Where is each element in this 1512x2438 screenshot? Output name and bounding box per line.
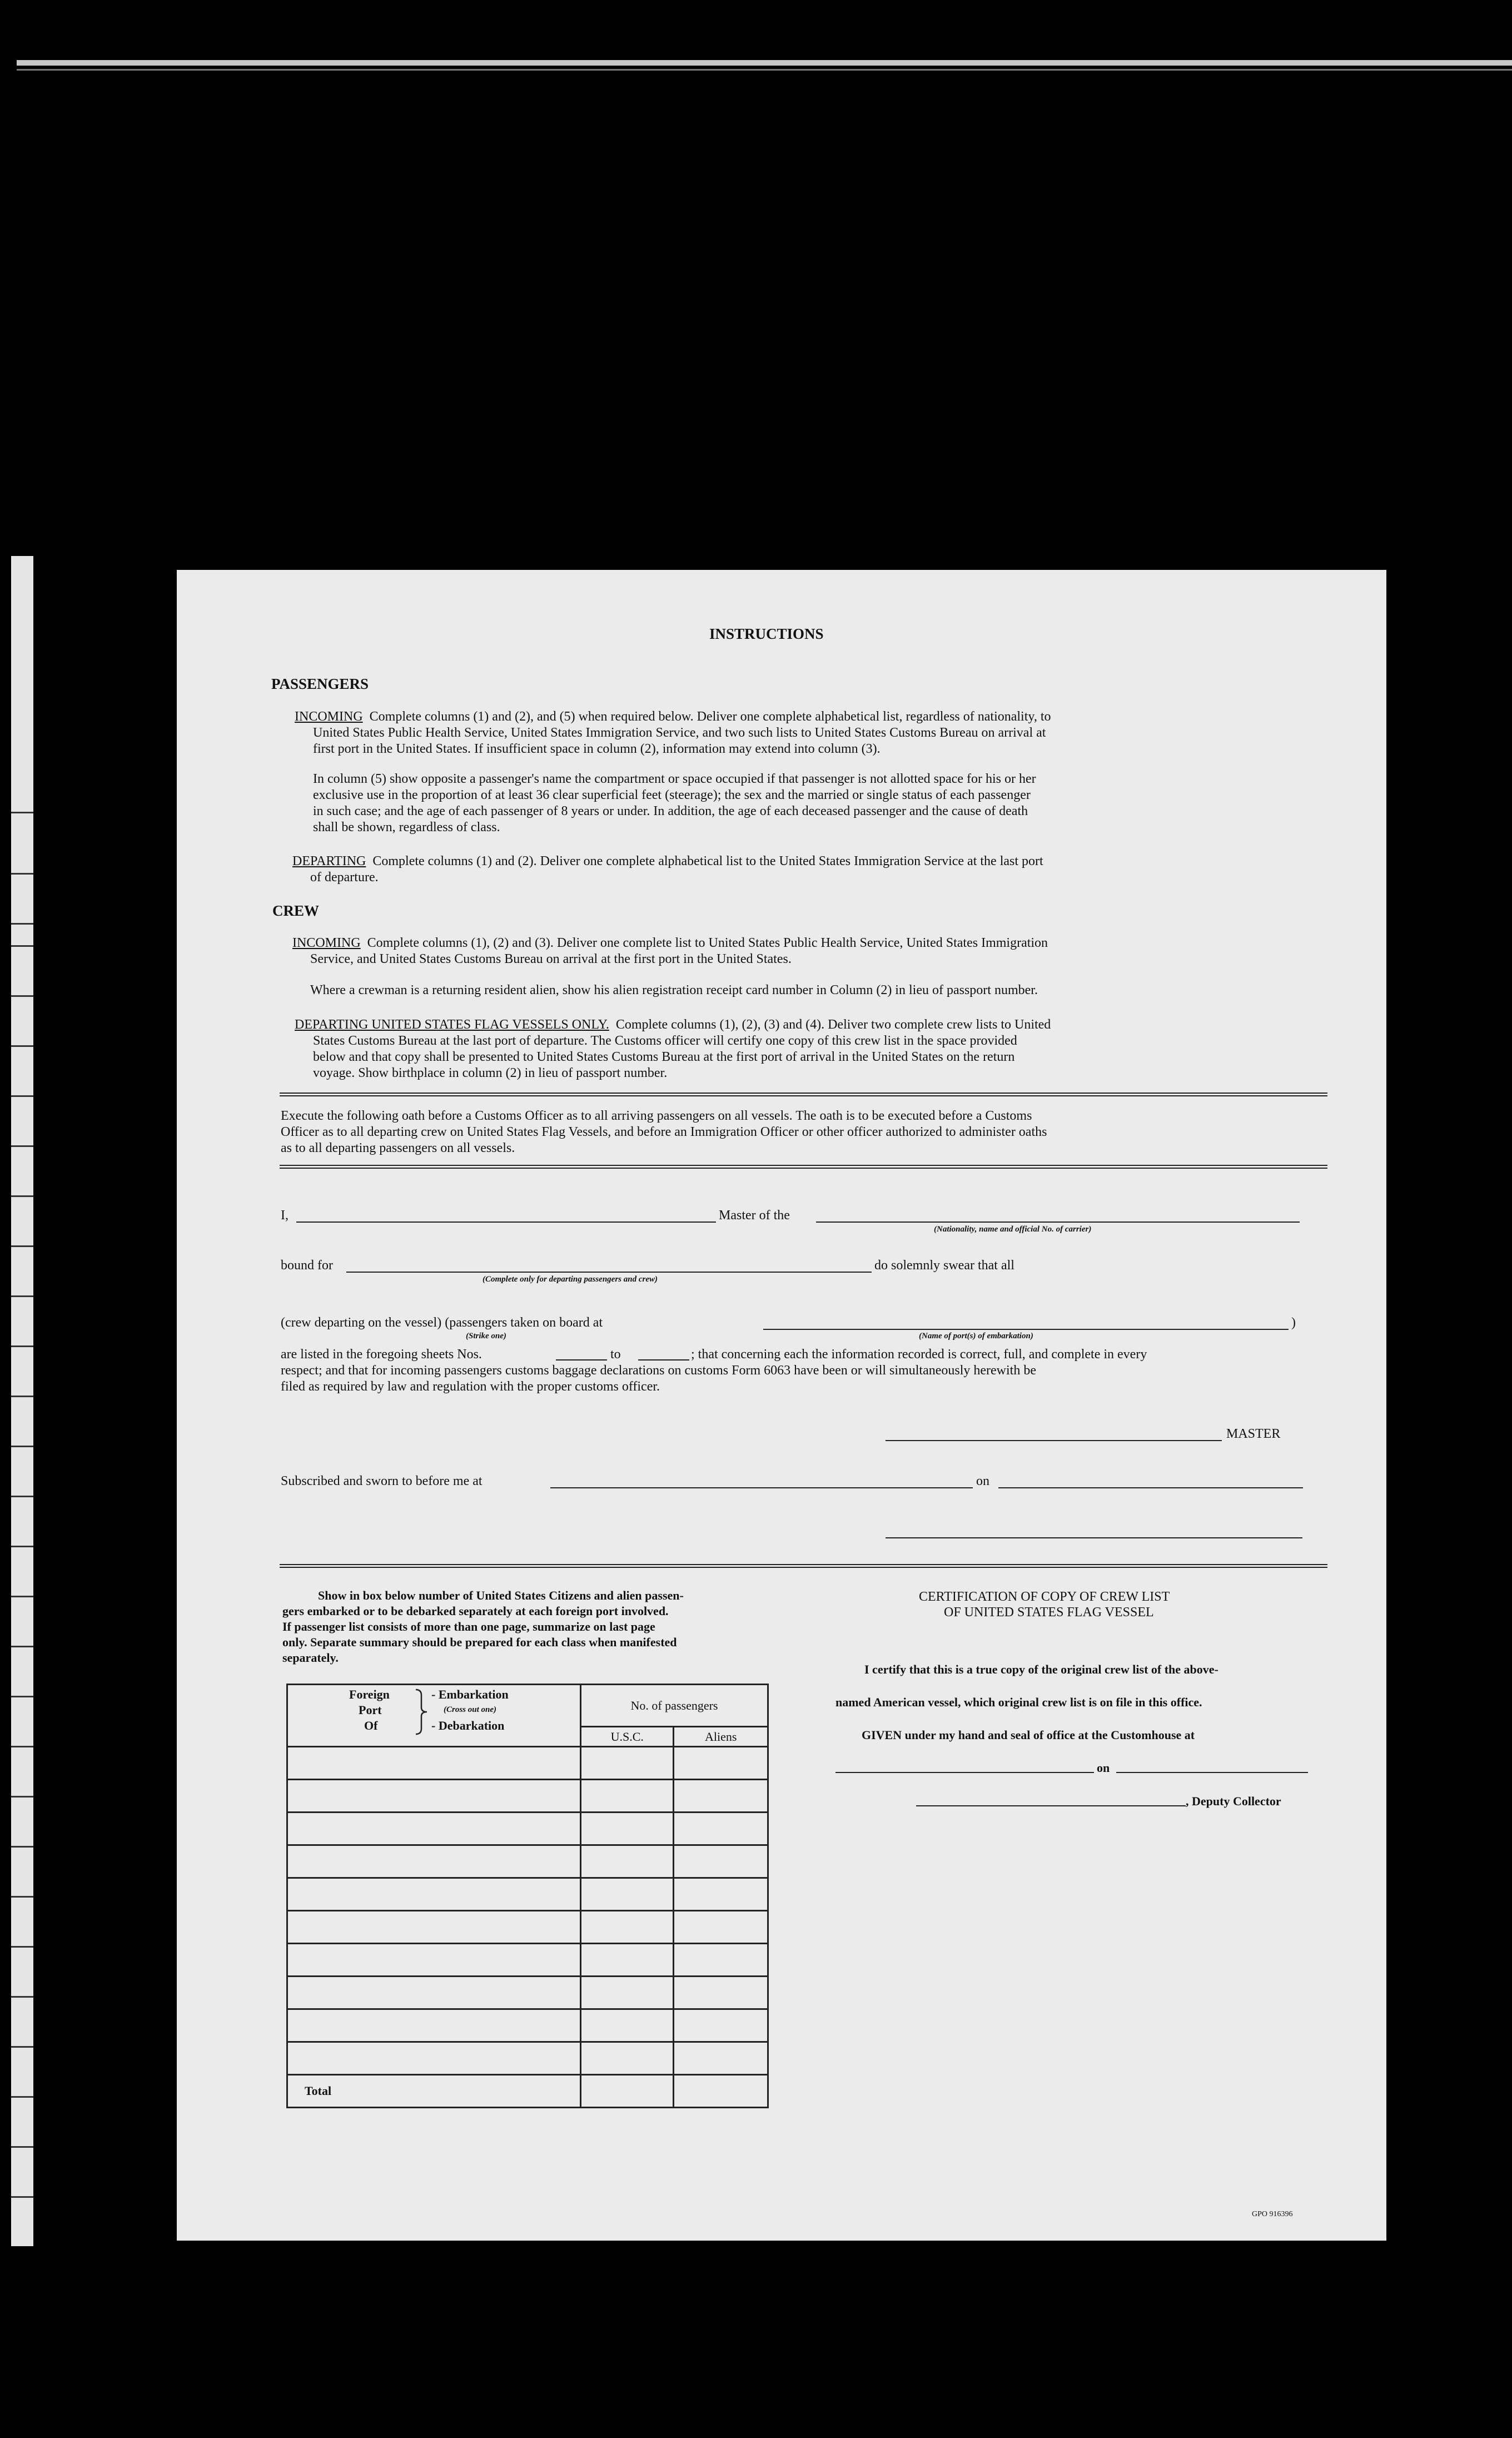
crew-heading: CREW xyxy=(272,902,320,919)
crew-departing-line4: voyage. Show birthplace in column (2) in lieu of passport number. xyxy=(313,1066,668,1080)
usc-cell[interactable] xyxy=(580,1944,674,1977)
master-signature-line[interactable] xyxy=(886,1440,1222,1441)
master-name-line[interactable] xyxy=(296,1222,716,1223)
carrier-line[interactable] xyxy=(816,1222,1300,1223)
aliens-cell[interactable] xyxy=(674,1878,768,1911)
cert-deputy: , Deputy Collector xyxy=(1186,1794,1281,1808)
passengers-incoming-line2: United States Public Health Service, United States Immigration Service, and two such lists to United States Customs Bureau on arrival at xyxy=(313,726,1046,740)
passengers-heading: PASSENGERS xyxy=(271,676,369,692)
col5-line1: In column (5) show opposite a passenger's name the compartment or space occupied if that passenger is not allotted space for his or her xyxy=(313,772,1036,786)
port-line[interactable] xyxy=(763,1329,1289,1330)
oath-listed-b: ; that concerning each the information recorded is correct, full, and complete in every xyxy=(691,1347,1147,1362)
oath-close-paren: ) xyxy=(1291,1315,1296,1330)
oath-subscribed: Subscribed and sworn to before me at xyxy=(281,1474,483,1488)
header-no-passengers: No. of passengers xyxy=(580,1685,768,1727)
oath-solemnly: do solemnly swear that all xyxy=(874,1258,1014,1273)
complete-caption: (Complete only for departing passengers and crew) xyxy=(483,1275,658,1284)
summary-note-line4: only. Separate summary should be prepared for each class when manifested xyxy=(282,1635,677,1649)
crew-incoming-line2: Service, and United States Customs Bureau on arrival at the first port in the United States. xyxy=(310,952,792,966)
crew-incoming-label: INCOMING xyxy=(292,936,361,950)
crew-departing-line2: States Customs Bureau at the last port of departure. The Customs officer will certify one copy of this crew list in the space provided xyxy=(313,1034,1017,1048)
passengers-incoming-line3: first port in the United States. If insufficient space in column (2), information may extend into column (3). xyxy=(313,742,881,756)
sworn-date-line[interactable] xyxy=(998,1487,1303,1488)
oath-master: MASTER xyxy=(1226,1427,1281,1441)
summary-note-line5: separately. xyxy=(282,1651,339,1665)
usc-cell[interactable] xyxy=(580,1780,674,1813)
cert-on: on xyxy=(1097,1761,1110,1775)
oath-listed-a: are listed in the foregoing sheets Nos. xyxy=(281,1347,482,1362)
usc-cell[interactable] xyxy=(580,2042,674,2075)
crew-incoming-line1: INCOMING Complete columns (1), (2) and (3). Deliver one complete list to United States Public Health Service, United States Immigration xyxy=(292,936,1048,950)
passengers-departing-line2: of departure. xyxy=(310,870,379,885)
total-aliens-cell[interactable] xyxy=(674,2075,768,2108)
aliens-cell[interactable] xyxy=(674,1944,768,1977)
header-aliens: Aliens xyxy=(674,1727,768,1747)
col5-line4: shall be shown, regardless of class. xyxy=(313,820,500,835)
aliens-cell[interactable] xyxy=(674,1977,768,2009)
oath-master-of: Master of the xyxy=(719,1208,790,1223)
port-cell[interactable] xyxy=(287,1944,581,1977)
oath-respect-line: respect; and that for incoming passengers customs baggage declarations on customs Form 6063 have been or will simultaneously herewith be xyxy=(281,1363,1036,1378)
oath-filed-line: filed as required by law and regulation with the proper customs officer. xyxy=(281,1379,660,1394)
total-usc-cell[interactable] xyxy=(580,2075,674,2108)
customhouse-line[interactable] xyxy=(835,1772,1094,1773)
header-usc: U.S.C. xyxy=(580,1727,674,1747)
aliens-cell[interactable] xyxy=(674,1813,768,1845)
gpo-number: GPO 916396 xyxy=(1252,2210,1293,2218)
port-cell[interactable] xyxy=(287,1878,581,1911)
usc-cell[interactable] xyxy=(580,1813,674,1845)
oath-listed-to: to xyxy=(610,1347,621,1362)
aliens-cell[interactable] xyxy=(674,1911,768,1944)
cert-line2: named American vessel, which original crew list is on file in this office. xyxy=(835,1695,1202,1709)
film-edge-line-thin xyxy=(17,69,1512,71)
brace-icon xyxy=(415,1689,428,1735)
port-caption: (Name of port(s) of embarkation) xyxy=(919,1332,1033,1340)
header-debarkation: - Debarkation xyxy=(431,1719,505,1732)
aliens-cell[interactable] xyxy=(674,1747,768,1780)
total-label: Total xyxy=(287,2075,581,2108)
crew-resident-line: Where a crewman is a returning resident alien, show his alien registration receipt card number in Column (2) in lieu of passport number. xyxy=(310,983,1038,997)
deputy-signature-line[interactable] xyxy=(916,1805,1186,1806)
port-cell[interactable] xyxy=(287,2042,581,2075)
oath-crew-departing: (crew departing on the vessel) (passengers taken on board at xyxy=(281,1315,603,1330)
adjacent-page-strip xyxy=(11,556,33,2246)
passenger-summary-table xyxy=(286,1684,769,2108)
usc-cell[interactable] xyxy=(580,1878,674,1911)
strike-caption: (Strike one) xyxy=(466,1332,506,1340)
aliens-cell[interactable] xyxy=(674,1845,768,1878)
page-title: INSTRUCTIONS xyxy=(709,625,824,642)
aliens-cell[interactable] xyxy=(674,1780,768,1813)
cert-title-line1: CERTIFICATION OF COPY OF CREW LIST xyxy=(919,1590,1170,1604)
passengers-departing-label: DEPARTING xyxy=(292,854,366,868)
aliens-cell[interactable] xyxy=(674,2009,768,2042)
summary-note-line3: If passenger list consists of more than one page, summarize on last page xyxy=(282,1620,655,1633)
usc-cell[interactable] xyxy=(580,1747,674,1780)
oath-intro-line1: Execute the following oath before a Customs Officer as to all arriving passengers on all vessels. The oath is to be executed before a Customs xyxy=(281,1109,1032,1123)
usc-cell[interactable] xyxy=(580,1911,674,1944)
passengers-incoming-label: INCOMING xyxy=(295,709,363,724)
nationality-caption: (Nationality, name and official No. of carrier) xyxy=(934,1225,1092,1234)
header-foreign: Foreign xyxy=(349,1687,390,1701)
port-cell[interactable] xyxy=(287,1911,581,1944)
header-cross-out: (Cross out one) xyxy=(444,1705,497,1714)
usc-cell[interactable] xyxy=(580,1845,674,1878)
port-cell[interactable] xyxy=(287,1813,581,1845)
cert-line1: I certify that this is a true copy of the original crew list of the above- xyxy=(864,1662,1218,1676)
port-cell[interactable] xyxy=(287,1747,581,1780)
crew-departing-line1: DEPARTING UNITED STATES FLAG VESSELS ONLY. Complete columns (1), (2), (3) and (4). Deliver two complete crew lists to United xyxy=(295,1017,1051,1032)
cert-given: GIVEN under my hand and seal of office at the Customhouse at xyxy=(862,1728,1195,1742)
sheet-from-line[interactable] xyxy=(556,1359,607,1360)
oath-on: on xyxy=(976,1474,989,1488)
passengers-incoming-line1: INCOMING Complete columns (1) and (2), and (5) when required below. Deliver one complete alphabetical list, regardless of nationality, to xyxy=(295,709,1051,724)
crew-departing-label: DEPARTING UNITED STATES FLAG VESSELS ONLY. xyxy=(295,1017,609,1032)
passengers-departing-line1: DEPARTING Complete columns (1) and (2). Deliver one complete alphabetical list to the United States Immigration Service at the last port xyxy=(292,854,1043,868)
summary-note-line1: Show in box below number of United States Citizens and alien passen- xyxy=(318,1588,684,1602)
destination-line[interactable] xyxy=(346,1272,872,1273)
col5-line2: exclusive use in the proportion of at least 36 clear superficial feet (steerage); the sex and the married or single status of each passenger xyxy=(313,788,1031,802)
header-port: Port xyxy=(359,1703,382,1717)
foreign-port-header xyxy=(287,1685,581,1747)
port-cell[interactable] xyxy=(287,2009,581,2042)
crew-departing-line3: below and that copy shall be presented to United States Customs Bureau at the first port of arrival in the United States on the return xyxy=(313,1050,1015,1064)
officer-signature-line[interactable] xyxy=(886,1537,1302,1538)
form-page xyxy=(177,570,1386,2241)
sworn-place-line[interactable] xyxy=(550,1487,973,1488)
cert-date-line[interactable] xyxy=(1116,1772,1308,1773)
port-cell[interactable] xyxy=(287,1977,581,2009)
col5-line3: in such case; and the age of each passenger of 8 years or under. In addition, the age of each deceased passenger and the cause of death xyxy=(313,804,1028,818)
summary-note-line2: gers embarked or to be debarked separately at each foreign port involved. xyxy=(282,1604,669,1618)
oath-bound-for: bound for xyxy=(281,1258,333,1273)
double-rule xyxy=(280,1093,1327,1096)
usc-cell[interactable] xyxy=(580,1977,674,2009)
header-of: Of xyxy=(364,1719,378,1732)
aliens-cell[interactable] xyxy=(674,2042,768,2075)
double-rule xyxy=(280,1564,1327,1568)
oath-i: I, xyxy=(281,1208,289,1223)
double-rule xyxy=(280,1165,1327,1169)
usc-cell[interactable] xyxy=(580,2009,674,2042)
sheet-to-line[interactable] xyxy=(638,1359,689,1360)
cert-title-line2: OF UNITED STATES FLAG VESSEL xyxy=(944,1605,1154,1620)
header-embarkation: - Embarkation xyxy=(431,1687,509,1701)
film-edge-line xyxy=(17,60,1512,66)
oath-intro-line2: Officer as to all departing crew on United States Flag Vessels, and before an Immigration Officer or other officer authorized to administer oaths xyxy=(281,1125,1047,1139)
port-cell[interactable] xyxy=(287,1780,581,1813)
oath-intro-line3: as to all departing passengers on all vessels. xyxy=(281,1141,515,1155)
port-cell[interactable] xyxy=(287,1845,581,1878)
